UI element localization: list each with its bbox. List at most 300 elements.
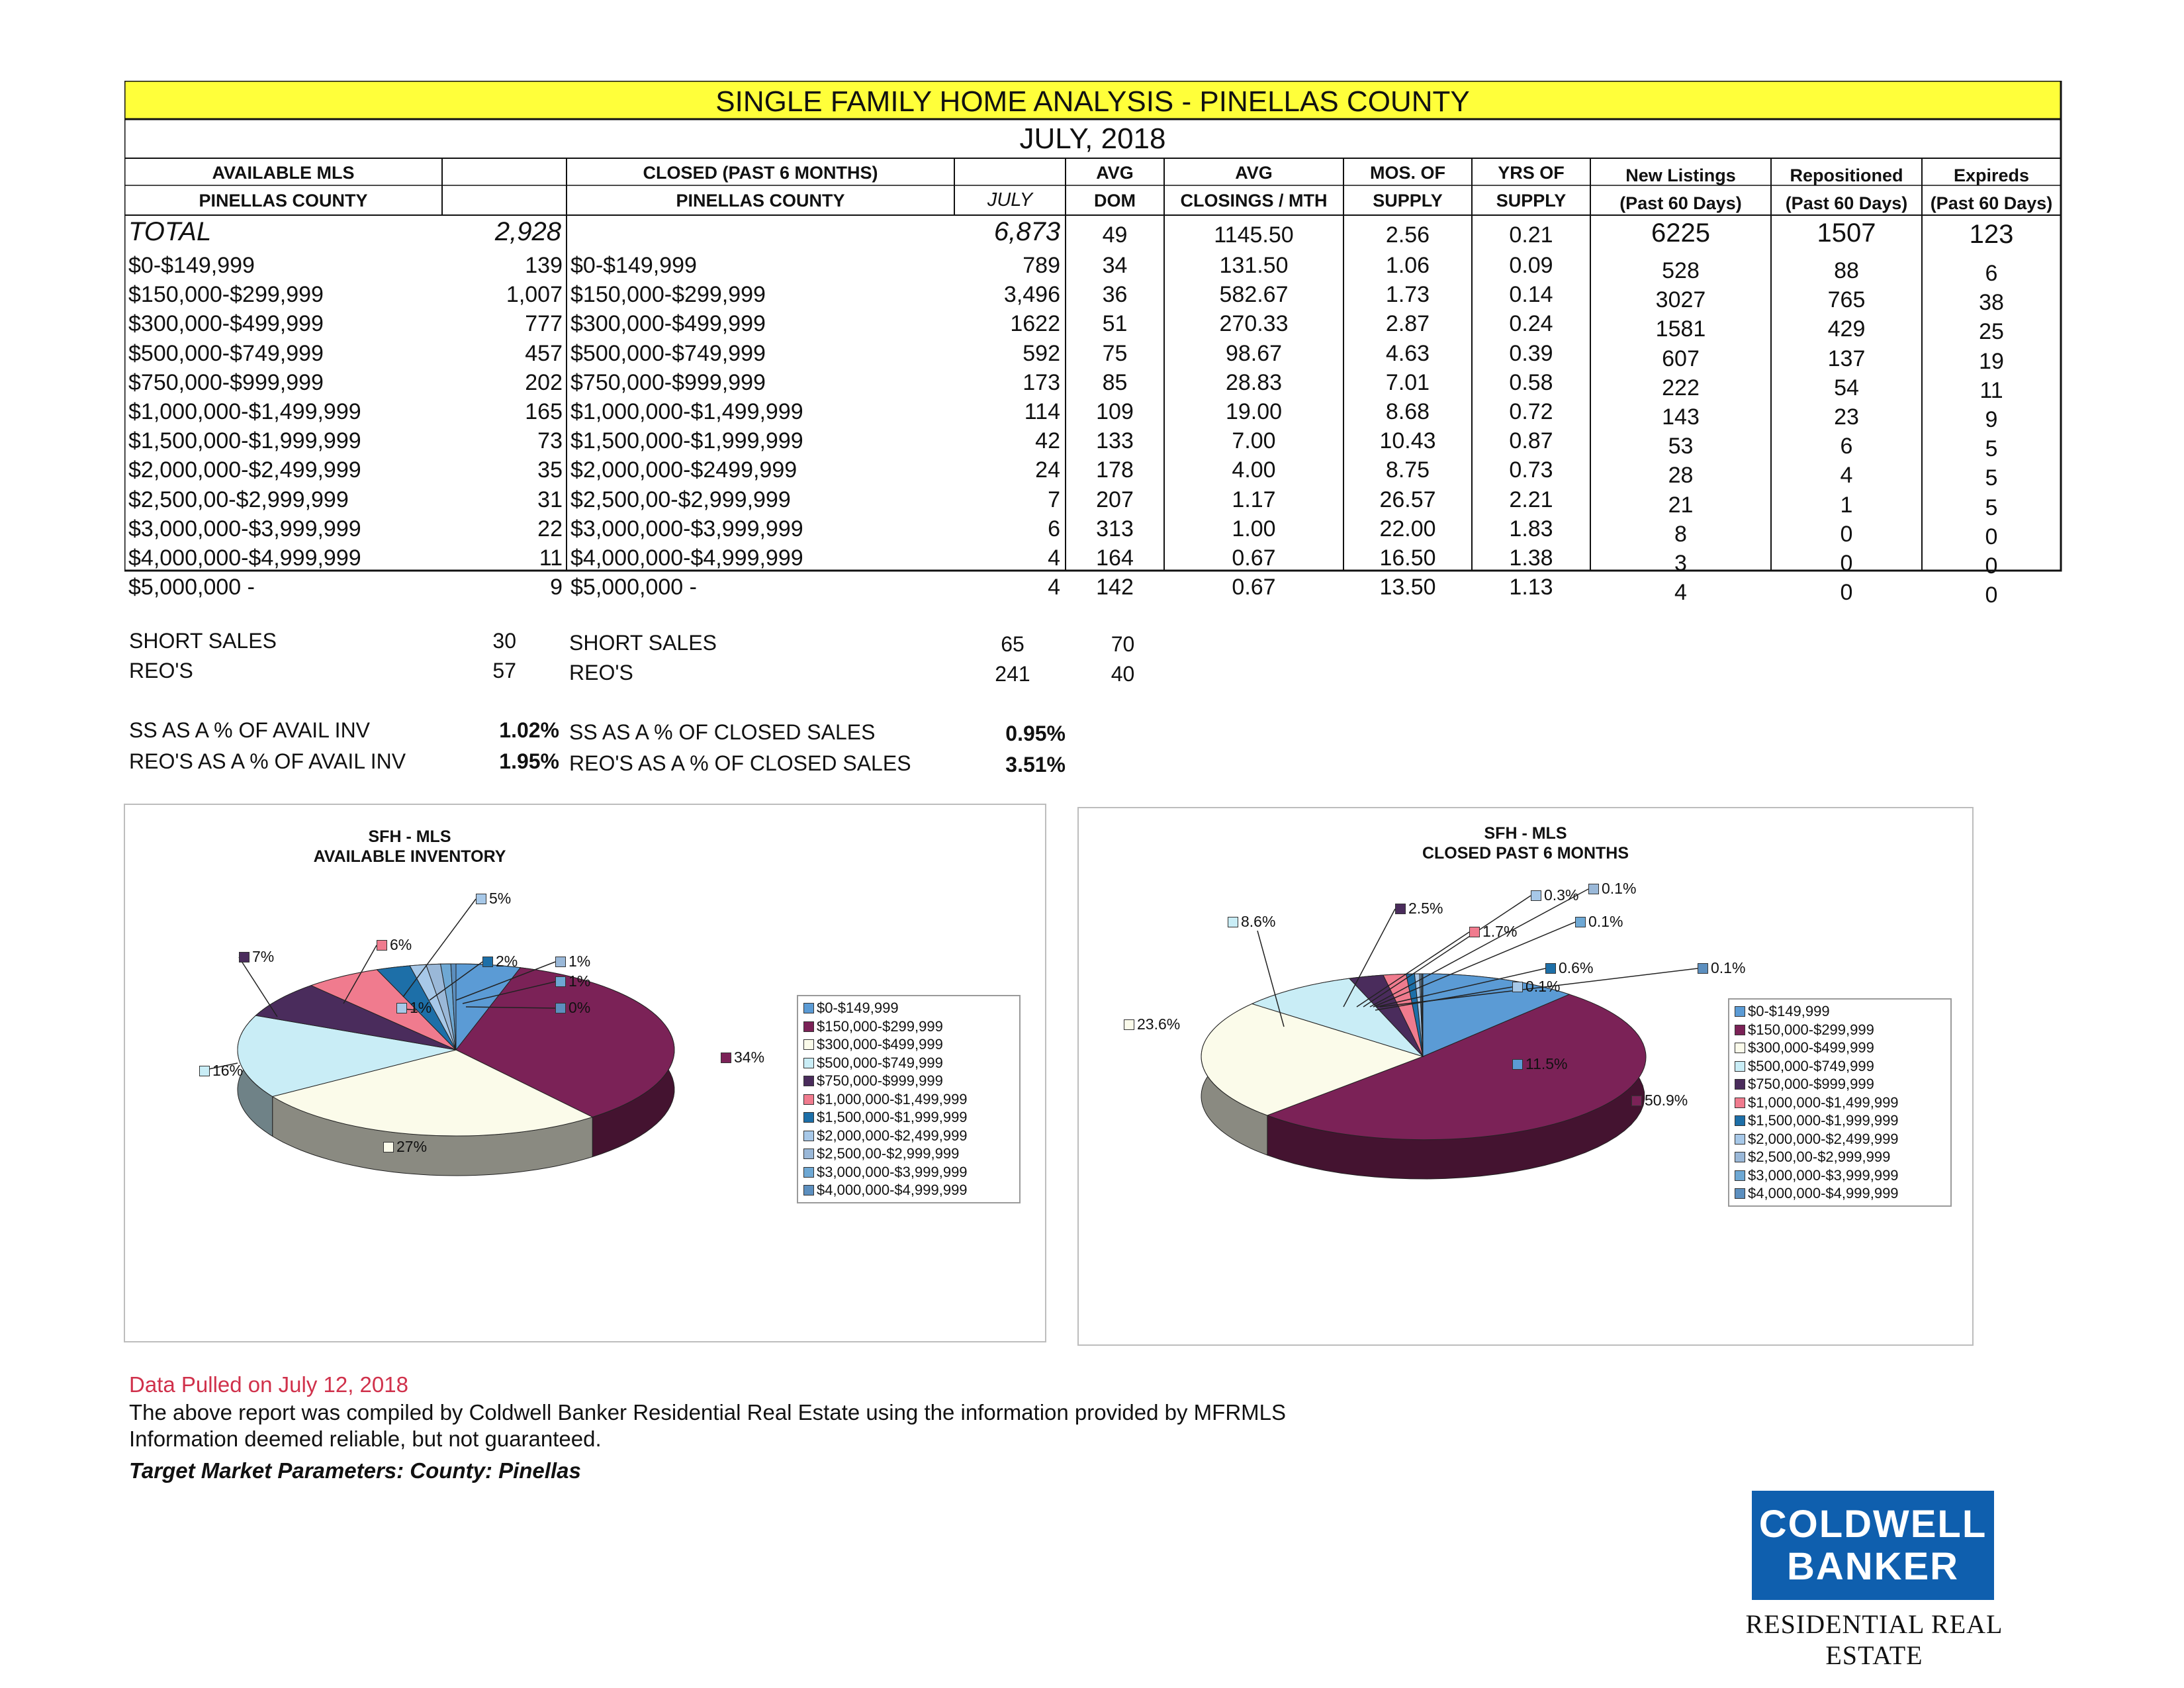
legend-swatch — [803, 1003, 814, 1013]
header-closed-county: PINELLAS COUNTY — [676, 191, 845, 211]
label-text: 0.1% — [1525, 978, 1561, 995]
label-text: 2.5% — [1408, 900, 1443, 917]
label-text: 27% — [396, 1138, 428, 1155]
legend-swatch — [1735, 1061, 1745, 1072]
total-available: 2,928 — [494, 217, 561, 246]
legend-swatch — [1735, 1098, 1745, 1108]
header-avg-closings-2: CLOSINGS / MTH — [1180, 191, 1328, 211]
row-dom: 109 — [1096, 399, 1134, 424]
row-mos: 2.87 — [1385, 311, 1430, 337]
row-new: 1581 — [1655, 316, 1706, 342]
row-yrs: 2.21 — [1509, 487, 1553, 512]
row-range: $2,500,00-$2,999,999 — [128, 487, 349, 512]
legend-label: $4,000,000-$4,999,999 — [1748, 1185, 1899, 1201]
row-yrs: 0.24 — [1509, 311, 1553, 337]
label-text: 7% — [252, 948, 275, 965]
row-closings: 0.67 — [1232, 575, 1276, 600]
chart1-title: SFH - MLS — [368, 827, 451, 846]
row-yrs: 0.09 — [1509, 253, 1553, 278]
row-mos: 7.01 — [1385, 369, 1430, 395]
row-repos: 4 — [1840, 463, 1853, 489]
header-yrs-supply-2: SUPPLY — [1496, 191, 1567, 211]
data-pulled-date: Data Pulled on July 12, 2018 — [129, 1372, 408, 1397]
row-closed: 114 — [1024, 399, 1060, 424]
row-closed-range: $150,000-$299,999 — [570, 282, 766, 308]
header-avg-closings-1: AVG — [1235, 163, 1273, 183]
row-mos: 8.75 — [1385, 457, 1430, 483]
row-repos: 54 — [1834, 375, 1859, 400]
total-closed: 6,873 — [993, 217, 1060, 246]
row-repos: 137 — [1827, 346, 1866, 371]
row-repos: 765 — [1827, 287, 1866, 313]
row-available: 73 — [537, 428, 563, 454]
ss-pct-avail: 1.02% — [499, 718, 559, 742]
legend-swatch — [803, 1185, 814, 1196]
header-yrs-supply-1: YRS OF — [1498, 163, 1565, 183]
row-mos: 16.50 — [1379, 545, 1436, 571]
header-repositioned-1: Repositioned — [1790, 165, 1903, 185]
row-mos: 22.00 — [1379, 516, 1436, 541]
row-new: 222 — [1662, 375, 1700, 400]
row-range: $2,000,000-$2,499,999 — [128, 457, 361, 483]
pie-data-label — [1469, 924, 1517, 939]
row-available: 777 — [525, 311, 563, 337]
label-text: 0.1% — [1711, 959, 1746, 976]
logo-line2: BANKER — [1786, 1545, 1960, 1588]
legend-label: $2,000,000-$2,499,999 — [1748, 1130, 1899, 1147]
row-closings: 28.83 — [1225, 369, 1283, 395]
chart1-legend-item — [803, 1054, 1014, 1072]
row-yrs: 1.38 — [1509, 545, 1553, 571]
chart2-legend-item — [1735, 1057, 1945, 1076]
label-text: 11.5% — [1525, 1055, 1568, 1072]
row-closed: 4 — [1048, 545, 1060, 571]
chart2-title: SFH - MLS — [1484, 824, 1567, 843]
chart1-legend — [797, 995, 1021, 1203]
chart1-legend-item — [803, 1145, 1014, 1163]
row-available: 22 — [537, 516, 563, 541]
legend-label: $2,000,000-$2,499,999 — [817, 1127, 968, 1144]
ss-pct-closed-label: SS AS A % OF CLOSED SALES — [569, 720, 876, 744]
row-closed: 789 — [1023, 253, 1060, 278]
row-mos: 1.73 — [1385, 282, 1430, 308]
label-swatch — [1124, 1019, 1134, 1030]
reos-closed: 241 — [995, 662, 1030, 686]
pie-data-label — [1545, 961, 1593, 976]
total-avg-closings: 1145.50 — [1214, 222, 1294, 248]
legend-label: $1,000,000-$1,499,999 — [817, 1090, 968, 1107]
pie-data-label — [555, 974, 590, 989]
row-dom: 207 — [1096, 487, 1134, 512]
report-title: SINGLE FAMILY HOME ANALYSIS - PINELLAS COUNTY — [715, 85, 1470, 118]
pie-data-label — [199, 1063, 243, 1078]
row-available: 1,007 — [506, 282, 563, 308]
label-swatch — [1512, 1059, 1523, 1070]
row-repos: 0 — [1840, 551, 1853, 576]
pie-data-label — [1512, 979, 1560, 994]
row-available: 35 — [537, 457, 563, 483]
footer-source-note: The above report was compiled by Coldwell Banker Residential Real Estate using the information provided by MFRMLS — [129, 1400, 1287, 1425]
label-text: 0.1% — [1588, 913, 1623, 930]
pie-data-label — [555, 954, 590, 969]
chart2-legend-item — [1735, 1094, 1945, 1112]
logo-subtitle: RESIDENTIAL REAL ESTATE — [1745, 1609, 2003, 1670]
chart1-legend-item — [803, 1181, 1014, 1199]
row-closed-range: $500,000-$749,999 — [570, 340, 766, 366]
row-closed: 592 — [1023, 340, 1060, 366]
label-text: 1% — [569, 953, 591, 970]
total-avg-dom: 49 — [1102, 222, 1128, 248]
row-closings: 19.00 — [1225, 399, 1283, 424]
legend-label: $3,000,000-$3,999,999 — [1748, 1166, 1899, 1184]
label-swatch — [1469, 927, 1480, 937]
row-mos: 10.43 — [1379, 428, 1436, 454]
row-yrs: 0.14 — [1509, 282, 1553, 308]
pie-data-label — [1531, 888, 1578, 903]
row-yrs: 0.87 — [1509, 428, 1553, 454]
row-repos: 6 — [1840, 434, 1853, 459]
row-range: $500,000-$749,999 — [128, 340, 324, 366]
header-expireds-1: Expireds — [1953, 165, 2030, 185]
row-closed-range: $1,500,000-$1,999,999 — [570, 428, 803, 454]
row-closings: 131.50 — [1219, 253, 1289, 278]
header-mos-supply-2: SUPPLY — [1373, 191, 1443, 211]
row-dom: 34 — [1102, 253, 1128, 278]
row-dom: 313 — [1096, 516, 1134, 541]
footer-target-market: Target Market Parameters: County: Pinellas — [129, 1458, 581, 1483]
short-sales-closed: 65 — [1001, 632, 1024, 656]
legend-label: $1,000,000-$1,499,999 — [1748, 1094, 1899, 1111]
header-closed: CLOSED (PAST 6 MONTHS) — [643, 163, 878, 183]
label-swatch — [1228, 917, 1238, 927]
row-exp: 0 — [1985, 524, 1998, 549]
legend-swatch — [803, 1112, 814, 1123]
legend-label: $300,000-$499,999 — [1748, 1039, 1874, 1056]
chart1-legend-item — [803, 1090, 1014, 1109]
header-available-mls: AVAILABLE MLS — [212, 163, 355, 183]
legend-label: $2,500,00-$2,999,999 — [1748, 1149, 1891, 1165]
chart2-legend-item — [1735, 1002, 1945, 1021]
logo-line1: COLDWELL — [1758, 1503, 1987, 1546]
label-swatch — [1588, 884, 1599, 894]
header-avg-dom-2: DOM — [1094, 191, 1136, 211]
label-text: 0% — [569, 999, 591, 1016]
row-closings: 0.67 — [1232, 545, 1276, 571]
chart2-legend-item — [1735, 1184, 1945, 1203]
short-sales-closed-label: SHORT SALES — [569, 631, 717, 655]
pie-data-label — [1631, 1093, 1688, 1108]
row-closed-range: $2,000,000-$2499,999 — [570, 457, 797, 483]
label-swatch — [555, 976, 566, 987]
row-new: 3027 — [1655, 287, 1706, 313]
row-closed-range: $3,000,000-$3,999,999 — [570, 516, 803, 541]
short-sales-available: 30 — [492, 629, 516, 653]
label-text: 1% — [569, 972, 591, 990]
label-swatch — [721, 1053, 731, 1063]
row-new: 8 — [1674, 521, 1687, 547]
row-closings: 270.33 — [1219, 311, 1289, 337]
row-dom: 133 — [1096, 428, 1134, 454]
chart1-legend-item — [803, 1163, 1014, 1182]
available-inventory-chart — [124, 804, 1046, 1342]
header-mos-supply-1: MOS. OF — [1370, 163, 1445, 183]
row-dom: 178 — [1096, 457, 1134, 483]
header-expireds-2: (Past 60 Days) — [1930, 193, 2053, 213]
label-swatch — [1698, 963, 1708, 974]
label-text: 2% — [496, 953, 518, 970]
row-closed-range: $1,000,000-$1,499,999 — [570, 399, 803, 424]
row-range: $1,000,000-$1,499,999 — [128, 399, 361, 424]
row-closings: 4.00 — [1232, 457, 1276, 483]
row-exp: 9 — [1985, 407, 1998, 432]
row-dom: 75 — [1102, 340, 1128, 366]
reos-dom: 40 — [1111, 662, 1135, 686]
legend-label: $0-$149,999 — [817, 1000, 899, 1016]
label-text: 1% — [410, 999, 432, 1016]
row-repos: 1 — [1840, 492, 1853, 518]
legend-label: $1,500,000-$1,999,999 — [1748, 1112, 1899, 1129]
legend-label: $300,000-$499,999 — [817, 1036, 943, 1053]
row-exp: 38 — [1979, 290, 2004, 316]
row-closed-range: $4,000,000-$4,999,999 — [570, 545, 803, 571]
legend-swatch — [1735, 1006, 1745, 1017]
row-exp: 6 — [1985, 261, 1998, 286]
report-date: JULY, 2018 — [1019, 122, 1166, 155]
row-closings: 98.67 — [1225, 340, 1283, 366]
closed-past-6-months-chart — [1077, 807, 1974, 1346]
ss-pct-avail-label: SS AS A % OF AVAIL INV — [129, 718, 371, 742]
row-closed-range: $750,000-$999,999 — [570, 369, 766, 395]
chart2-legend-item — [1735, 1075, 1945, 1094]
reos-available: 57 — [492, 659, 516, 682]
legend-swatch — [1735, 1134, 1745, 1145]
legend-label: $500,000-$749,999 — [1748, 1057, 1874, 1074]
chart2-legend — [1728, 998, 1952, 1207]
pie-data-label — [476, 891, 511, 906]
row-new: 53 — [1668, 434, 1694, 459]
row-available: 139 — [525, 253, 563, 278]
chart2-legend-item — [1735, 1166, 1945, 1185]
footer-disclaimer: Information deemed reliable, but not guaranteed. — [129, 1427, 602, 1451]
reo-pct-closed: 3.51% — [1005, 753, 1066, 776]
row-available: 165 — [525, 399, 563, 424]
chart1-legend-item — [803, 1035, 1014, 1054]
row-new: 21 — [1668, 492, 1694, 518]
label-swatch — [1531, 890, 1541, 901]
pie-data-label — [383, 1139, 427, 1154]
label-swatch — [476, 894, 486, 904]
label-swatch — [1631, 1096, 1642, 1106]
label-text: 23.6% — [1137, 1015, 1181, 1033]
pie-data-label — [1512, 1056, 1568, 1072]
row-yrs: 1.83 — [1509, 516, 1553, 541]
label-swatch — [383, 1142, 394, 1152]
chart2-legend-item — [1735, 1148, 1945, 1166]
pie-data-label — [377, 937, 412, 953]
short-sales-label: SHORT SALES — [129, 629, 277, 653]
row-range: $150,000-$299,999 — [128, 282, 324, 308]
row-exp: 5 — [1985, 436, 1998, 462]
pie-data-label — [1575, 914, 1623, 929]
row-exp: 11 — [1979, 377, 2003, 403]
row-closed: 7 — [1048, 487, 1060, 512]
legend-swatch — [803, 1058, 814, 1068]
coldwell-banker-logo — [1752, 1491, 1994, 1600]
row-closed: 173 — [1023, 369, 1060, 395]
legend-swatch — [1735, 1115, 1745, 1126]
row-yrs: 0.72 — [1509, 399, 1553, 424]
row-new: 28 — [1668, 463, 1694, 489]
legend-label: $0-$149,999 — [1748, 1003, 1830, 1019]
reos-label: REO'S — [129, 659, 193, 682]
label-text: 1.7% — [1482, 923, 1518, 940]
row-closed-range: $300,000-$499,999 — [570, 311, 766, 337]
label-swatch — [1395, 904, 1406, 914]
legend-label: $2,500,00-$2,999,999 — [817, 1145, 960, 1162]
reo-pct-closed-label: REO'S AS A % OF CLOSED SALES — [569, 751, 911, 775]
row-new: 4 — [1674, 580, 1687, 606]
row-closed: 6 — [1048, 516, 1060, 541]
pie-data-label — [1395, 901, 1443, 916]
row-closings: 1.17 — [1232, 487, 1276, 512]
legend-swatch — [1735, 1079, 1745, 1090]
chart1-legend-item — [803, 1017, 1014, 1036]
label-text: 5% — [489, 890, 512, 907]
row-dom: 164 — [1096, 545, 1134, 571]
short-sales-dom: 70 — [1111, 632, 1135, 656]
row-range: $5,000,000 - — [128, 575, 255, 600]
reo-pct-avail-label: REO'S AS A % OF AVAIL INV — [129, 749, 406, 773]
legend-swatch — [803, 1021, 814, 1032]
row-range: $3,000,000-$3,999,999 — [128, 516, 361, 541]
legend-swatch — [1735, 1025, 1745, 1035]
legend-label: $150,000-$299,999 — [817, 1017, 943, 1035]
legend-swatch — [1735, 1188, 1745, 1199]
row-closed: 4 — [1048, 575, 1060, 600]
row-mos: 4.63 — [1385, 340, 1430, 366]
row-mos: 8.68 — [1385, 399, 1430, 424]
pie-data-label — [1698, 961, 1745, 976]
row-exp: 5 — [1985, 494, 1998, 520]
legend-swatch — [803, 1094, 814, 1105]
reo-pct-avail: 1.95% — [499, 749, 559, 773]
total-mos-supply: 2.56 — [1385, 222, 1430, 248]
label-swatch — [377, 940, 387, 951]
legend-label: $4,000,000-$4,999,999 — [817, 1182, 968, 1198]
row-closings: 7.00 — [1232, 428, 1276, 454]
row-range: $750,000-$999,999 — [128, 369, 324, 395]
label-text: 0.1% — [1602, 880, 1637, 897]
row-yrs: 0.58 — [1509, 369, 1553, 395]
chart1-subtitle: AVAILABLE INVENTORY — [313, 847, 506, 866]
label-swatch — [1545, 963, 1556, 974]
legend-swatch — [803, 1076, 814, 1086]
header-repositioned-2: (Past 60 Days) — [1785, 193, 1908, 213]
row-available: 31 — [537, 487, 563, 512]
row-repos: 0 — [1840, 580, 1853, 606]
header-new-listings-2: (Past 60 Days) — [1619, 193, 1742, 213]
legend-swatch — [803, 1167, 814, 1178]
row-closed-range: $2,500,00-$2,999,999 — [570, 487, 791, 512]
row-repos: 0 — [1840, 521, 1853, 547]
row-range: $300,000-$499,999 — [128, 311, 324, 337]
label-swatch — [199, 1066, 210, 1076]
pie-data-label — [555, 1000, 590, 1015]
row-available: 457 — [525, 340, 563, 366]
row-closings: 582.67 — [1219, 282, 1289, 308]
total-expireds: 123 — [1969, 220, 2014, 249]
label-text: 16% — [212, 1062, 244, 1079]
row-mos: 13.50 — [1379, 575, 1436, 600]
header-new-listings-1: New Listings — [1625, 165, 1736, 185]
row-yrs: 0.73 — [1509, 457, 1553, 483]
legend-swatch — [1735, 1152, 1745, 1162]
pie-data-label — [396, 1000, 432, 1015]
total-repositioned: 1507 — [1817, 218, 1876, 248]
analysis-table — [124, 81, 2062, 610]
reos-closed-label: REO'S — [569, 661, 633, 684]
row-closed: 24 — [1035, 457, 1060, 483]
legend-swatch — [1735, 1043, 1745, 1053]
pie-data-label — [1228, 914, 1275, 929]
chart2-subtitle: CLOSED PAST 6 MONTHS — [1422, 844, 1629, 863]
label-swatch — [396, 1003, 407, 1013]
row-new: 528 — [1662, 258, 1700, 283]
label-text: 6% — [390, 936, 412, 953]
header-available-county: PINELLAS COUNTY — [199, 191, 368, 211]
leader-line — [239, 957, 277, 1017]
row-available: 202 — [525, 369, 563, 395]
label-swatch — [1575, 917, 1586, 927]
total-label: TOTAL — [128, 217, 212, 246]
row-exp: 25 — [1979, 319, 2004, 345]
header-avg-dom-1: AVG — [1096, 163, 1134, 183]
label-text: 0.6% — [1559, 959, 1594, 976]
chart2-legend-item — [1735, 1130, 1945, 1149]
chart2-legend-item — [1735, 1021, 1945, 1039]
row-repos: 23 — [1834, 404, 1859, 430]
row-yrs: 0.39 — [1509, 340, 1553, 366]
legend-label: $500,000-$749,999 — [817, 1054, 943, 1071]
legend-label: $3,000,000-$3,999,999 — [817, 1163, 968, 1180]
row-exp: 5 — [1985, 465, 1998, 491]
chart1-legend-item — [803, 999, 1014, 1017]
row-new: 607 — [1662, 346, 1700, 371]
legend-label: $750,000-$999,999 — [1748, 1076, 1874, 1092]
row-dom: 36 — [1102, 282, 1128, 308]
row-available: 9 — [550, 575, 563, 600]
label-text: 50.9% — [1645, 1092, 1688, 1109]
row-dom: 85 — [1102, 369, 1128, 395]
label-swatch — [555, 1003, 566, 1013]
header-july: JULY — [987, 189, 1033, 211]
row-closings: 1.00 — [1232, 516, 1276, 541]
row-dom: 51 — [1102, 311, 1128, 337]
row-exp: 0 — [1985, 583, 1998, 608]
pie-data-label — [482, 954, 518, 969]
row-yrs: 1.13 — [1509, 575, 1553, 600]
legend-swatch — [1735, 1170, 1745, 1181]
label-swatch — [555, 957, 566, 967]
legend-label: $750,000-$999,999 — [817, 1072, 943, 1089]
row-new: 143 — [1662, 404, 1700, 430]
row-closed: 1622 — [1010, 311, 1060, 337]
pie-data-label — [1588, 881, 1636, 896]
row-closed-range: $0-$149,999 — [570, 253, 697, 278]
label-text: 34% — [734, 1049, 765, 1066]
pie-data-label — [1124, 1017, 1180, 1032]
chart1-legend-item — [803, 1127, 1014, 1145]
